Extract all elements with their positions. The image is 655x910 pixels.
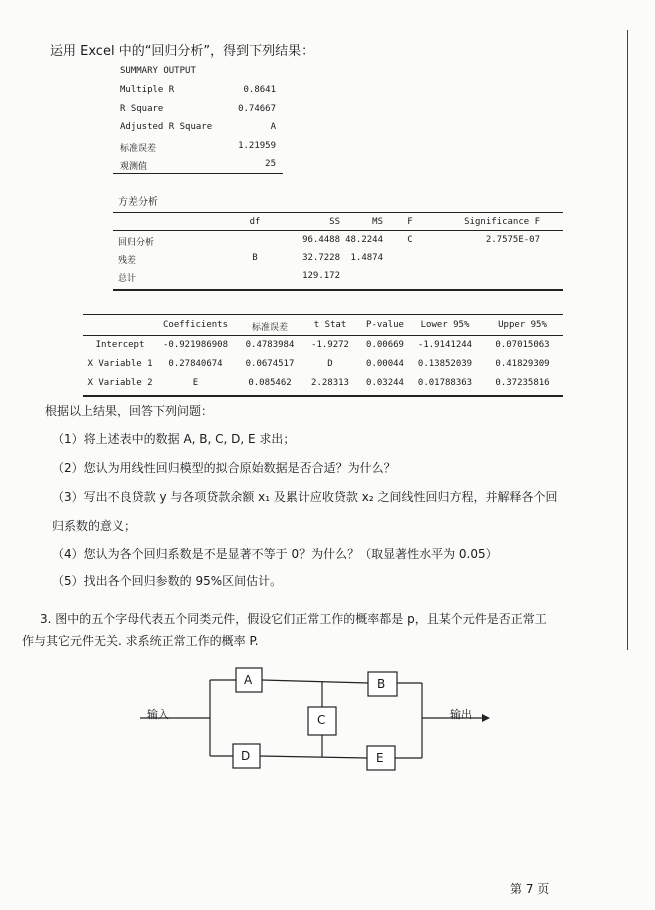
summary-value: 1.21959 bbox=[238, 140, 276, 151]
anova-cell: 96.4488 bbox=[302, 235, 340, 245]
problem-3-text: 3. 图中的五个字母代表五个同类元件，假设它们正常工作的概率都是 p，且某个元件是否正常工 bbox=[40, 612, 547, 626]
anova-cell: 129.172 bbox=[302, 271, 340, 281]
anova-cell: 32.7228 bbox=[302, 253, 340, 263]
anova-header: df bbox=[249, 217, 261, 227]
questions-lead: 根据以上结果，回答下列问题： bbox=[45, 404, 214, 418]
intro-text: 运用 Excel 中的“回归分析”，得到下列结果： bbox=[50, 44, 315, 59]
anova-cell: 1.4874 bbox=[350, 253, 383, 263]
coef-cell: 0.41829309 bbox=[495, 359, 550, 369]
coef-cell: 0.00044 bbox=[366, 359, 404, 369]
coef-row-label: X Variable 2 bbox=[87, 378, 153, 388]
summary-value: 0.8641 bbox=[243, 85, 276, 95]
coef-cell: 0.13852039 bbox=[417, 359, 473, 369]
coef-cell: 0.37235816 bbox=[495, 378, 550, 388]
coef-cell: 0.27840674 bbox=[168, 359, 223, 369]
summary-label: 观测值 bbox=[120, 162, 148, 172]
coef-row-label: Intercept bbox=[95, 340, 145, 350]
label-d: D bbox=[241, 749, 251, 763]
anova-title: 方差分析 bbox=[118, 197, 158, 208]
question-4: （4）您认为各个回归系数是不是显著不等于 0？为什么？（取显著性水平为 0.05） bbox=[52, 547, 498, 561]
anova-cell: 48.2244 bbox=[345, 235, 383, 245]
anova-row-label: 回归分析 bbox=[118, 238, 155, 248]
label-e: E bbox=[376, 751, 384, 765]
coef-cell: 0.07015063 bbox=[495, 340, 550, 350]
label-b: B bbox=[377, 677, 386, 691]
summary-label: 标准误差 bbox=[120, 143, 157, 154]
question-3: （3）写出不良贷款 y 与各项贷款余额 x₁ 及累计应收贷款 x₂ 之间线性回归方程，并解释各个回 bbox=[52, 490, 558, 504]
coef-cell: 0.085462 bbox=[248, 378, 292, 388]
problem-3-text-cont: 作与其它元件无关. 求系统正常工作的概率 P. bbox=[22, 634, 259, 648]
coef-cell: 2.28313 bbox=[311, 378, 349, 388]
anova-row-label: 总计 bbox=[118, 274, 137, 284]
anova-header: Significance F bbox=[464, 217, 540, 227]
coef-header: 标准误差 bbox=[251, 323, 288, 333]
coef-cell: 0.03244 bbox=[366, 378, 404, 388]
summary-value: 0.74667 bbox=[238, 103, 276, 114]
coef-cell: 0.01788363 bbox=[417, 378, 473, 388]
coef-cell: -1.9141244 bbox=[417, 340, 473, 350]
summary-value: 25 bbox=[265, 159, 276, 169]
coef-cell: 0.4783984 bbox=[245, 340, 295, 350]
summary-label: R Square bbox=[120, 103, 164, 114]
summary-label: Adjusted R Square bbox=[120, 122, 213, 132]
coef-header: Lower 95% bbox=[420, 320, 470, 330]
coef-header: Upper 95% bbox=[498, 320, 547, 330]
coef-cell: 0.0674517 bbox=[245, 359, 295, 369]
output-label: 输出 bbox=[450, 708, 472, 721]
question-3-cont: 归系数的意义； bbox=[52, 519, 137, 533]
coef-cell: E bbox=[192, 378, 199, 388]
coef-cell: -1.9272 bbox=[311, 340, 349, 350]
label-a: A bbox=[244, 673, 253, 687]
anova-header: F bbox=[407, 217, 413, 227]
summary-title: SUMMARY OUTPUT bbox=[120, 66, 196, 76]
coef-header: P-value bbox=[366, 320, 404, 330]
coef-header: Coefficients bbox=[162, 320, 229, 330]
summary-label: Multiple R bbox=[120, 85, 175, 95]
input-label: 输入 bbox=[147, 708, 169, 721]
question-5: （5）找出各个回归参数的 95%区间估计。 bbox=[52, 574, 283, 588]
label-c: C bbox=[317, 713, 326, 727]
anova-row-label: 残差 bbox=[118, 256, 137, 266]
anova-header: SS bbox=[329, 217, 340, 227]
coef-cell: -0.921986908 bbox=[162, 340, 229, 350]
summary-value: A bbox=[270, 122, 276, 132]
anova-header: MS bbox=[372, 217, 383, 227]
coef-header: t Stat bbox=[313, 320, 347, 330]
anova-cell: B bbox=[252, 253, 258, 263]
page-number: 第 7 页 bbox=[510, 882, 550, 896]
anova-cell: C bbox=[407, 235, 413, 245]
coef-cell: 0.00669 bbox=[366, 340, 404, 350]
coef-cell: D bbox=[327, 359, 333, 369]
anova-cell: 2.7575E-07 bbox=[485, 235, 540, 245]
question-1: （1）将上述表中的数据 A, B, C, D, E 求出； bbox=[52, 432, 296, 446]
coef-row-label: X Variable 1 bbox=[87, 359, 153, 369]
question-2: （2）您认为用线性回归模型的拟合原始数据是否合适？为什么？ bbox=[52, 461, 396, 475]
